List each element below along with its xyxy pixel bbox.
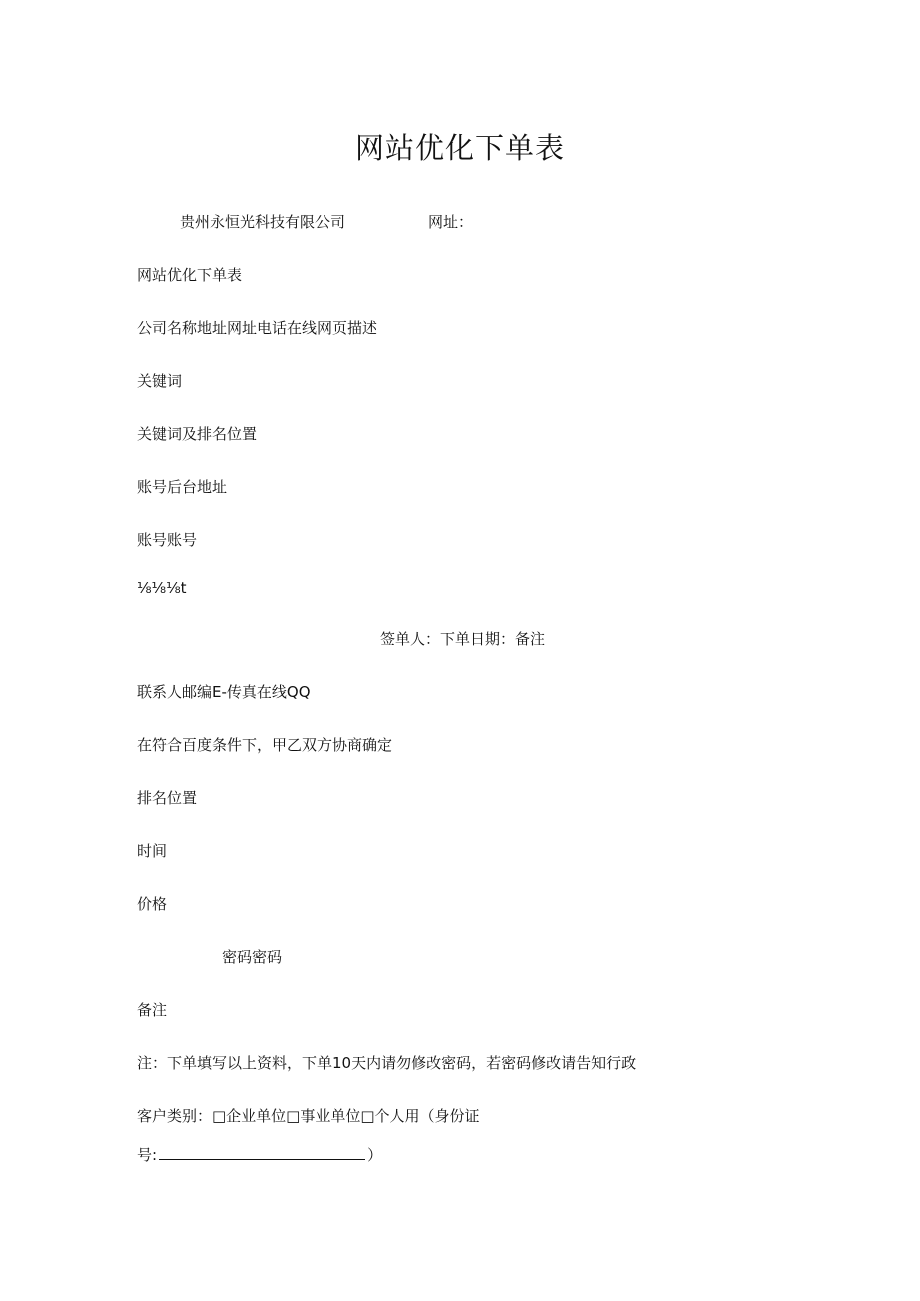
id-number-blank (159, 1145, 365, 1160)
garbled-text-line: ⅛⅛⅛t (137, 579, 187, 597)
ranking-position-line: 排名位置 (137, 789, 198, 807)
account-backend-line: 账号后台地址 (137, 478, 228, 496)
company-fields-line: 公司名称地址网址电话在线网页描述 (137, 319, 378, 337)
account-account-line: 账号账号 (137, 531, 198, 549)
signer-date-note-line: 签单人：下单日期：备注 (380, 630, 546, 648)
company-name: 贵州永恒光科技有限公司 (180, 213, 346, 231)
note-line: 注：下单填写以上资料，下单10天内请勿修改密码，若密码修改请告知行政 (137, 1054, 637, 1072)
baidu-condition-line: 在符合百度条件下，甲乙双方协商确定 (137, 736, 393, 754)
contact-fields-line: 联系人邮编E-传真在线QQ (137, 683, 311, 701)
password-line: 密码密码 (222, 948, 283, 966)
remarks-line: 备注 (137, 1001, 168, 1019)
keywords-ranking-line: 关键词及排名位置 (137, 425, 258, 443)
id-number-close: ） (367, 1146, 383, 1164)
time-line: 时间 (137, 842, 168, 860)
keywords-line: 关键词 (137, 372, 183, 390)
website-label: 网址： (428, 213, 474, 231)
form-name-line: 网站优化下单表 (137, 266, 243, 284)
id-number-label: 号: (137, 1146, 158, 1164)
id-number-line (137, 1145, 382, 1165)
price-line: 价格 (137, 895, 168, 913)
document-title: 网站优化下单表 (354, 131, 565, 165)
customer-type-line: 客户类别：□企业单位□事业单位□个人用（身份证 (137, 1107, 480, 1125)
